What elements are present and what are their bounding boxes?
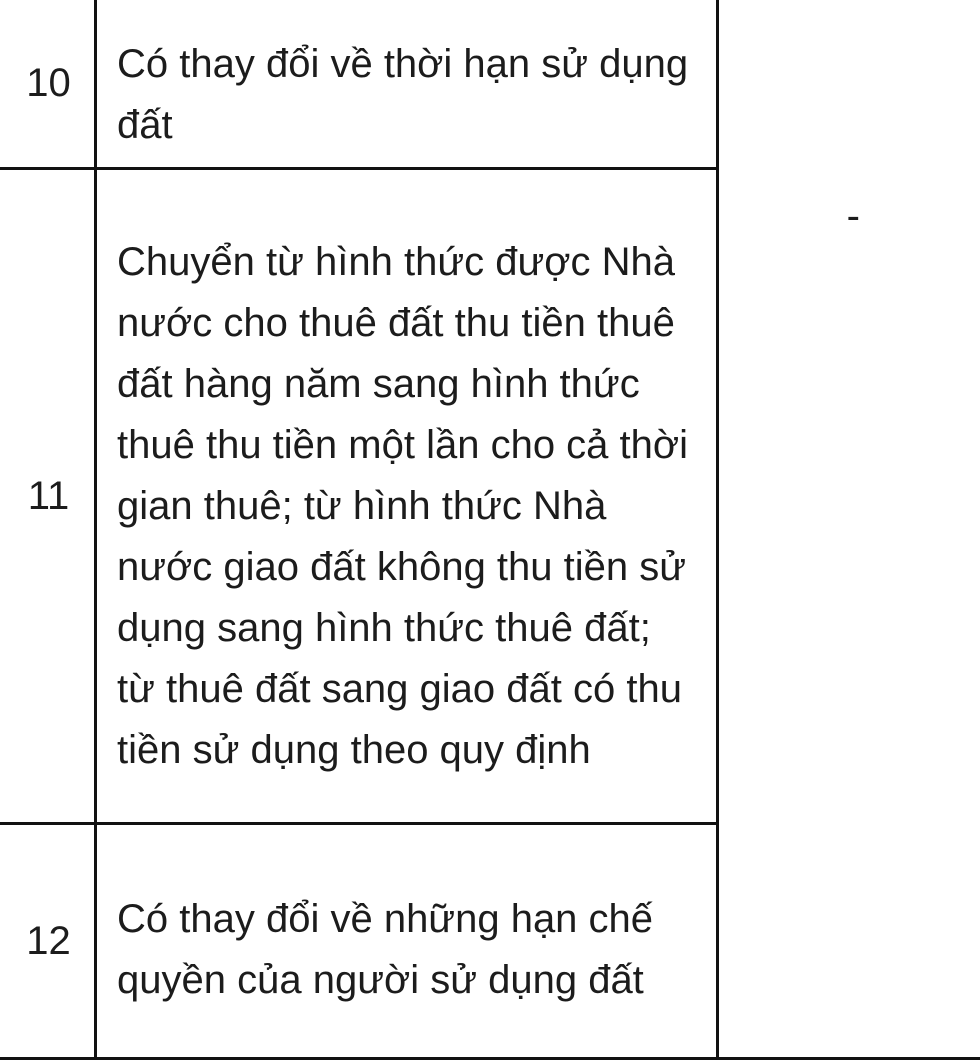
row-number: 12 (26, 919, 71, 963)
row-description: Có thay đổi về thời hạn sử dụng đất (117, 10, 696, 156)
row-description: Chuyển từ hình thức được Nhà nước cho thuê đất thu tiền thuê đất hàng năm sang hình thức thuê thu tiền một lần cho cả thời gian thuê; từ hình thức Nhà nước giao đất không thu tiền sử dụng sang hình thức thuê đất; từ thuê đất sang giao đất có thu tiền sử dụng theo quy định (117, 212, 696, 781)
row-number-cell (0, 0, 96, 169)
merged-value: - (719, 0, 980, 247)
row-description-cell (96, 0, 718, 169)
row-number-cell (0, 824, 96, 1059)
row-number: 10 (26, 61, 71, 105)
row-number-cell (0, 169, 96, 824)
row-description: Có thay đổi về những hạn chế quyền của người sử dụng đất (117, 871, 696, 1011)
merged-value-cell (718, 0, 980, 1059)
row-description-cell (96, 169, 718, 824)
row-number: 11 (28, 474, 70, 518)
table-row (0, 0, 980, 169)
row-description-cell (96, 824, 718, 1059)
